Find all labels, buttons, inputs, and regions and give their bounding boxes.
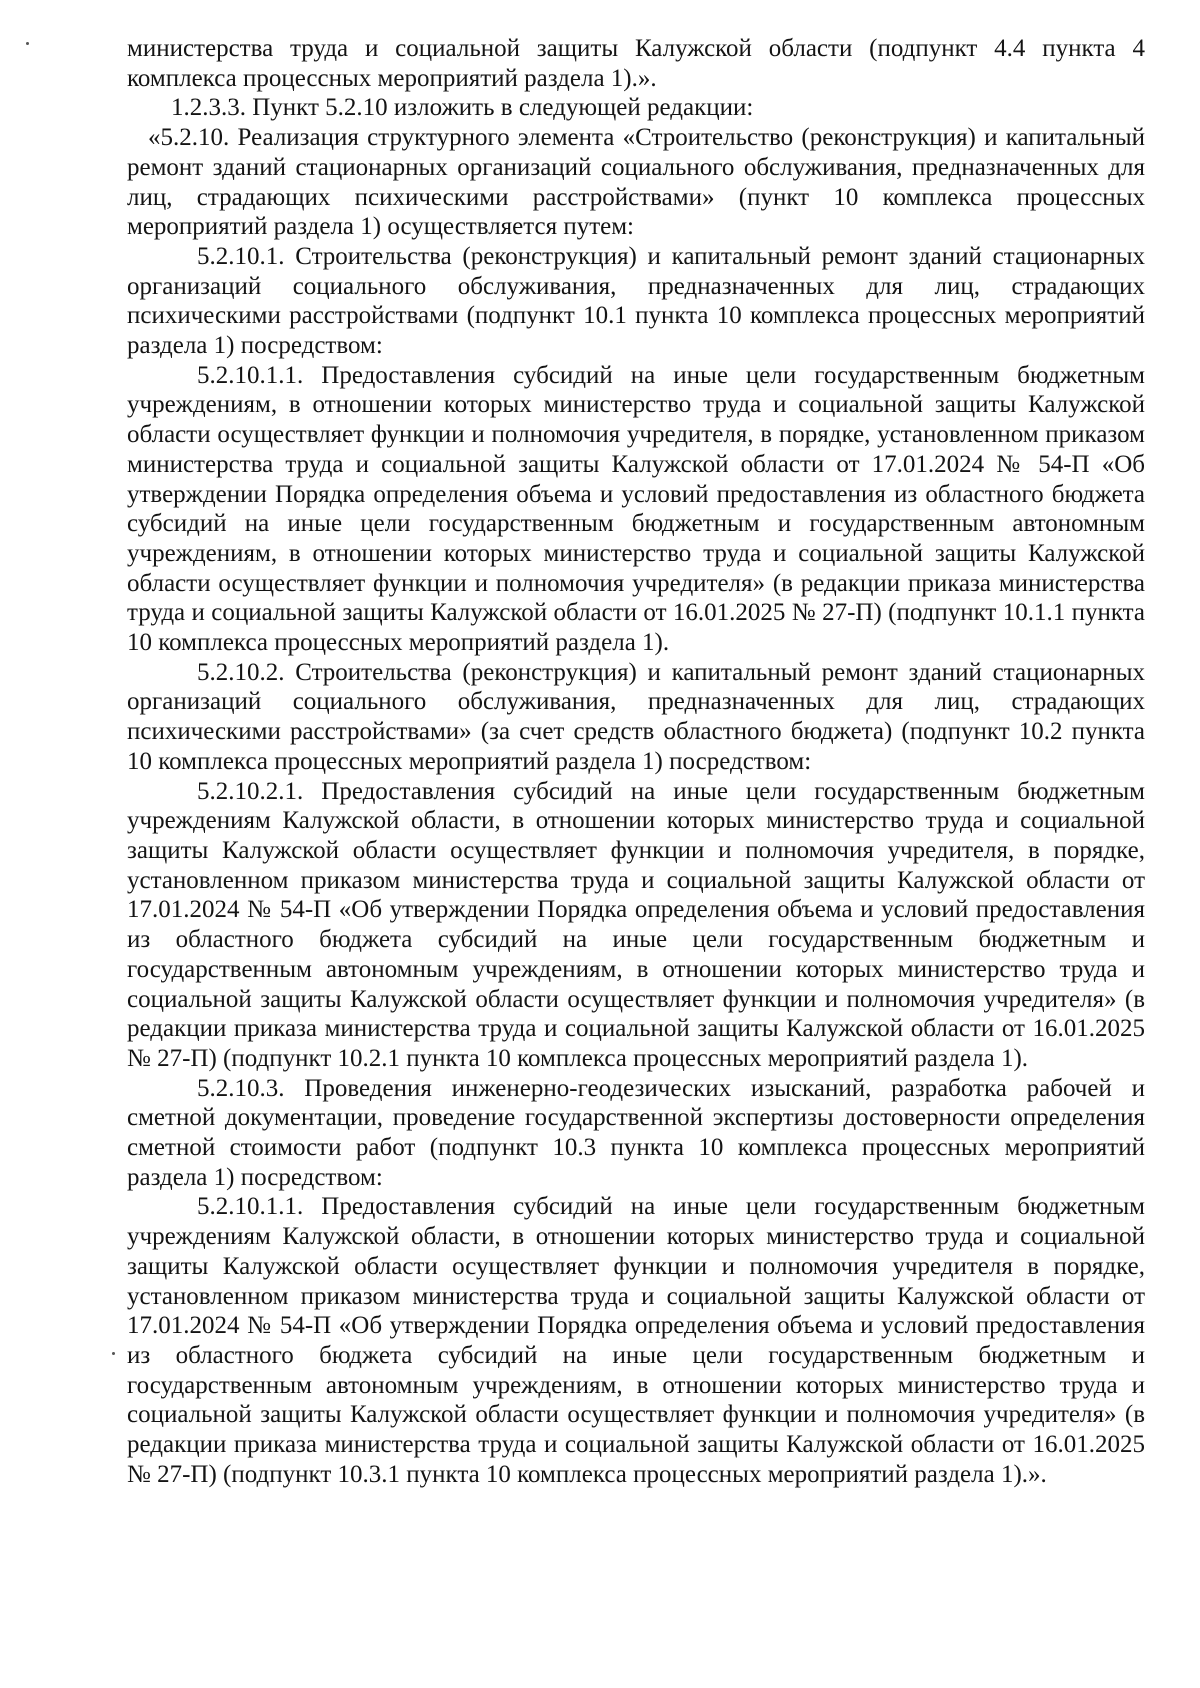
paragraph-5-2-10-1-1-repeat: 5.2.10.1.1. Предоставления субсидий на иные цели государственным бюджетным учреждениям Калужской области, в отношении которых министерство труда и социальной защиты Калужской области осуществляет функции и полномочия учредителя в порядке, установленном приказом министерства труда и социальной защиты Калужской области от 17.01.2024 № 54-П «Об утверждении Порядка определения объема и условий предоставления из областного бюджета субсидий на иные цели государственным бюджетным и государственным автономным учреждениям, в отношении которых министерство труда и социальной защиты Калужской области осуществляет функции и полномочия учредителя» (в редакции приказа министерства труда и социальной защиты Калужской области от 16.01.2025 № 27-П) (подпункт 10.3.1 пункта 10 комплекса процессных мероприятий раздела 1).». xyxy=(127,1193,1145,1488)
paragraph-5-2-10: «5.2.10. Реализация структурного элемента «Строительство (реконструкция) и капитальный ремонт зданий стационарных организаций социального обслуживания, предназначенных для лиц, страдающих психическими расстройствами» (пункт 10 комплекса процессных мероприятий раздела 1) осуществляется путем: xyxy=(127,124,1145,241)
document-body xyxy=(127,34,1145,1489)
paragraph-5-2-10-2: 5.2.10.2. Строительства (реконструкция) и капитальный ремонт зданий стационарных организаций социального обслуживания, предназначенных для лиц, страдающих психическими расстройствами» (за счет средств областного бюджета) (подпункт 10.2 пункта 10 комплекса процессных мероприятий раздела 1) посредством: xyxy=(127,658,1145,775)
paragraph-continuation: министерства труда и социальной защиты Калужской области (подпункт 4.4 пункта 4 комплекса процессных мероприятий раздела 1).». xyxy=(127,35,1145,92)
scan-speck xyxy=(26,42,29,45)
paragraph-5-2-10-2-1: 5.2.10.2.1. Предоставления субсидий на иные цели государственным бюджетным учреждениям Калужской области, в отношении которых министерство труда и социальной защиты Калужской области осуществляет функции и полномочия учредителя, в порядке, установленном приказом министерства труда и социальной защиты Калужской области от 17.01.2024 № 54-П «Об утверждении Порядка определения объема и условий предоставления из областного бюджета субсидий на иные цели государственным бюджетным и государственным автономным учреждениям, в отношении которых министерство труда и социальной защиты Калужской области осуществляет функции и полномочия учредителя» (в редакции приказа министерства труда и социальной защиты Калужской области от 16.01.2025 № 27-П) (подпункт 10.2.1 пункта 10 комплекса процессных мероприятий раздела 1). xyxy=(127,777,1145,1072)
paragraph-5-2-10-1-1: 5.2.10.1.1. Предоставления субсидий на иные цели государственным бюджетным учреждениям, в отношении которых министерство труда и социальной защиты Калужской области осуществляет функции и полномочия учредителя, в порядке, установленном приказом министерства труда и социальной защиты Калужской области от 17.01.2024 № 54-П «Об утверждении Порядка определения объема и условий предоставления из областного бюджета субсидий на иные цели государственным бюджетным и государственным автономным учреждениям, в отношении которых министерство труда и социальной защиты Калужской области осуществляет функции и полномочия учредителя» (в редакции приказа министерства труда и социальной защиты Калужской области от 16.01.2025 № 27-П) (подпункт 10.1.1 пункта 10 комплекса процессных мероприятий раздела 1). xyxy=(127,361,1145,657)
paragraph-5-2-10-3: 5.2.10.3. Проведения инженерно-геодезических изысканий, разработка рабочей и сметной документации, проведение государственной экспертизы достоверности определения сметной стоимости работ (подпункт 10.3 пункта 10 комплекса процессных мероприятий раздела 1) посредством: xyxy=(127,1074,1145,1191)
paragraph-5-2-10-1: 5.2.10.1. Строительства (реконструкция) и капитальный ремонт зданий стационарных организаций социального обслуживания, предназначенных для лиц, страдающих психическими расстройствами (подпункт 10.1 пункта 10 комплекса процессных мероприятий раздела 1) посредством: xyxy=(127,242,1145,360)
scan-speck xyxy=(112,1352,115,1355)
paragraph-1-2-3-3: 1.2.3.3. Пункт 5.2.10 изложить в следующей редакции: xyxy=(171,94,754,122)
